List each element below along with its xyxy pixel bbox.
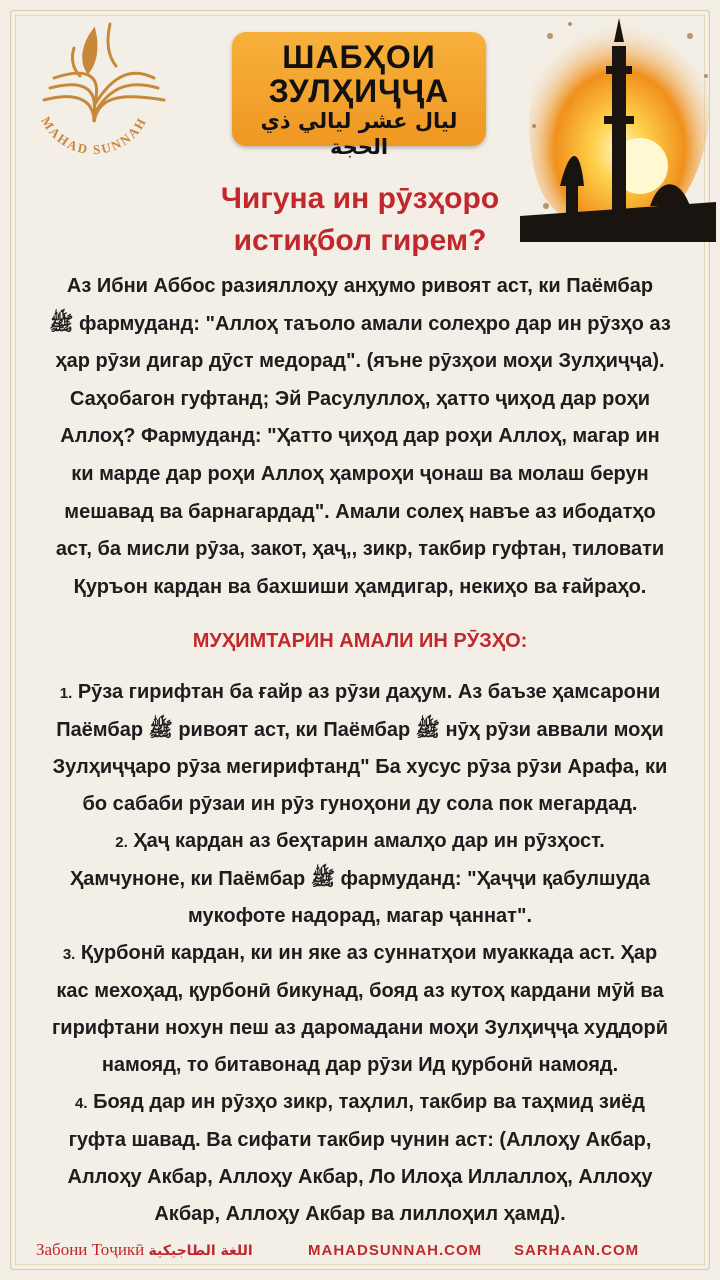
- footer-site-link-mahadsunnah[interactable]: MAHADSUNNAH.COM: [308, 1242, 483, 1259]
- badge-arabic-subtitle: ليال عشر ليالي ذي الحجة: [260, 109, 458, 159]
- title-badge: [232, 32, 486, 159]
- item-line: Акбар, Аллоҳу Акбар ва лиллоҳил ҳамд).: [154, 1203, 566, 1225]
- item-line: гуфта шавад. Ва сифати такбир чунин аст: (Аллоҳу Акбар,: [68, 1129, 652, 1151]
- item-number: 4.: [75, 1095, 88, 1112]
- item-line: Ҳамчуноне, ки Паёмбар ﷺ фармуданд: "Ҳаҷҷи қабулшуда: [69, 868, 651, 890]
- intro-line: ки марде дар роҳи Аллоҳ ҳамроҳи ҷонаш ва молаш берун: [71, 462, 649, 485]
- mahad-sunnah-logo: [14, 8, 174, 158]
- item-line: Қурбонӣ кардан, ки ин яке аз суннатҳои муаккада аст. Ҳар: [80, 942, 658, 964]
- footer-language-arabic: اللغة الطاجيكية: [148, 1243, 253, 1259]
- list-item: [26, 823, 694, 935]
- item-line: Зулҳиҷҷаро рӯза мегирифтанд" Ба хусус рӯза рӯзи Арафа, ки: [52, 756, 668, 778]
- deeds-list: [26, 674, 694, 1233]
- item-line: кас мехоҳад, қурбонӣ бикунад, бояд аз кутоҳ кардани мӯй ва: [56, 980, 664, 1002]
- item-number: 2.: [115, 834, 128, 851]
- intro-line: Аллоҳ? Фармуданд: "Ҳатто ҷиҳод дар роҳи Аллоҳ, магар ин: [60, 425, 660, 448]
- item-line: Бояд дар ин рӯзҳо зикр, таҳлил, такбир ва таҳмид зиёд: [93, 1091, 645, 1113]
- section-heading: МУҲИМТАРИН АМАЛИ ИН РӮЗҲО:: [192, 630, 528, 652]
- item-line: мукофоте надорад, магар ҷаннат".: [187, 905, 533, 927]
- question-line2: истиқбол гирем?: [233, 224, 487, 257]
- item-line: Ҳаҷ кардан аз беҳтарин амалҳо дар ин рӯзҳост.: [133, 830, 605, 852]
- question-line1: Чигуна ин рӯзҳоро: [220, 182, 500, 215]
- badge-title-line2: ЗУЛҲИҶҶА: [268, 73, 450, 109]
- list-item: [26, 1084, 694, 1233]
- item-line: Рӯза гирифтан ба ғайр аз рӯзи даҳум. Аз баъзе ҳамсарони: [77, 681, 661, 703]
- intro-line: Қуръон кардан ва бахшиши ҳамдигар, некиҳо ва ғайраҳо.: [73, 575, 647, 598]
- intro-paragraph: [26, 268, 694, 606]
- item-number: 3.: [62, 946, 76, 963]
- intro-line: Саҳобагон гуфтанд; Эй Расулуллоҳ, ҳатто ҷиҳод дар роҳи: [69, 387, 651, 410]
- question-heading: [150, 178, 570, 262]
- badge-title-line1: ШАБҲОИ: [282, 39, 436, 75]
- intro-line: мешавад ва барнагардад". Амали солеҳ навъе аз ибодатҳо: [64, 500, 656, 523]
- footer-site-link-sarhaan[interactable]: SARHAAN.COM: [514, 1242, 640, 1259]
- item-number: 1.: [59, 685, 73, 702]
- item-line: Аллоҳу Акбар, Аллоҳу Акбар, Ло Илоҳа Иллаллоҳ, Аллоҳу: [67, 1166, 653, 1188]
- item-line: бо сабаби рӯзаи ин рӯз гуноҳони ду сола пок мегардад.: [82, 793, 638, 815]
- item-line: Паёмбар ﷺ ривоят аст, ки Паёмбар ﷺ нӯҳ рӯзи аввали моҳи: [56, 719, 664, 741]
- item-line: намояд, то битавонад дар рӯзи Ид қурбонӣ намояд.: [101, 1054, 619, 1076]
- list-item: [26, 935, 694, 1084]
- item-line: гирифтани нохун пеш аз даромадани моҳи Зулҳиҷҷа худдорӣ: [51, 1017, 669, 1039]
- footer-language-tajik: Забони Тоҷикӣ: [36, 1240, 145, 1259]
- logo-text: MAHAD SUNNAH: [38, 113, 150, 158]
- intro-line: аст, ба мисли рӯза, закот, ҳаҷ,, зикр, такбир гуфтан, тиловати: [55, 538, 665, 561]
- intro-line: ҳар рӯзи дигар дӯст медорад". (яъне рӯзҳои моҳи Зулҳиҷҷа).: [55, 350, 665, 373]
- footer-language: [36, 1240, 253, 1260]
- footer: [36, 1240, 686, 1268]
- intro-line: Аз Ибни Аббос разияллоҳу анҳумо ривоят аст, ки Паёмбар: [66, 275, 654, 297]
- intro-line: ﷺ фармуданд: "Аллоҳ таъоло амали солеҳро дар ин рӯзҳо аз: [49, 312, 671, 335]
- list-item: [26, 674, 694, 823]
